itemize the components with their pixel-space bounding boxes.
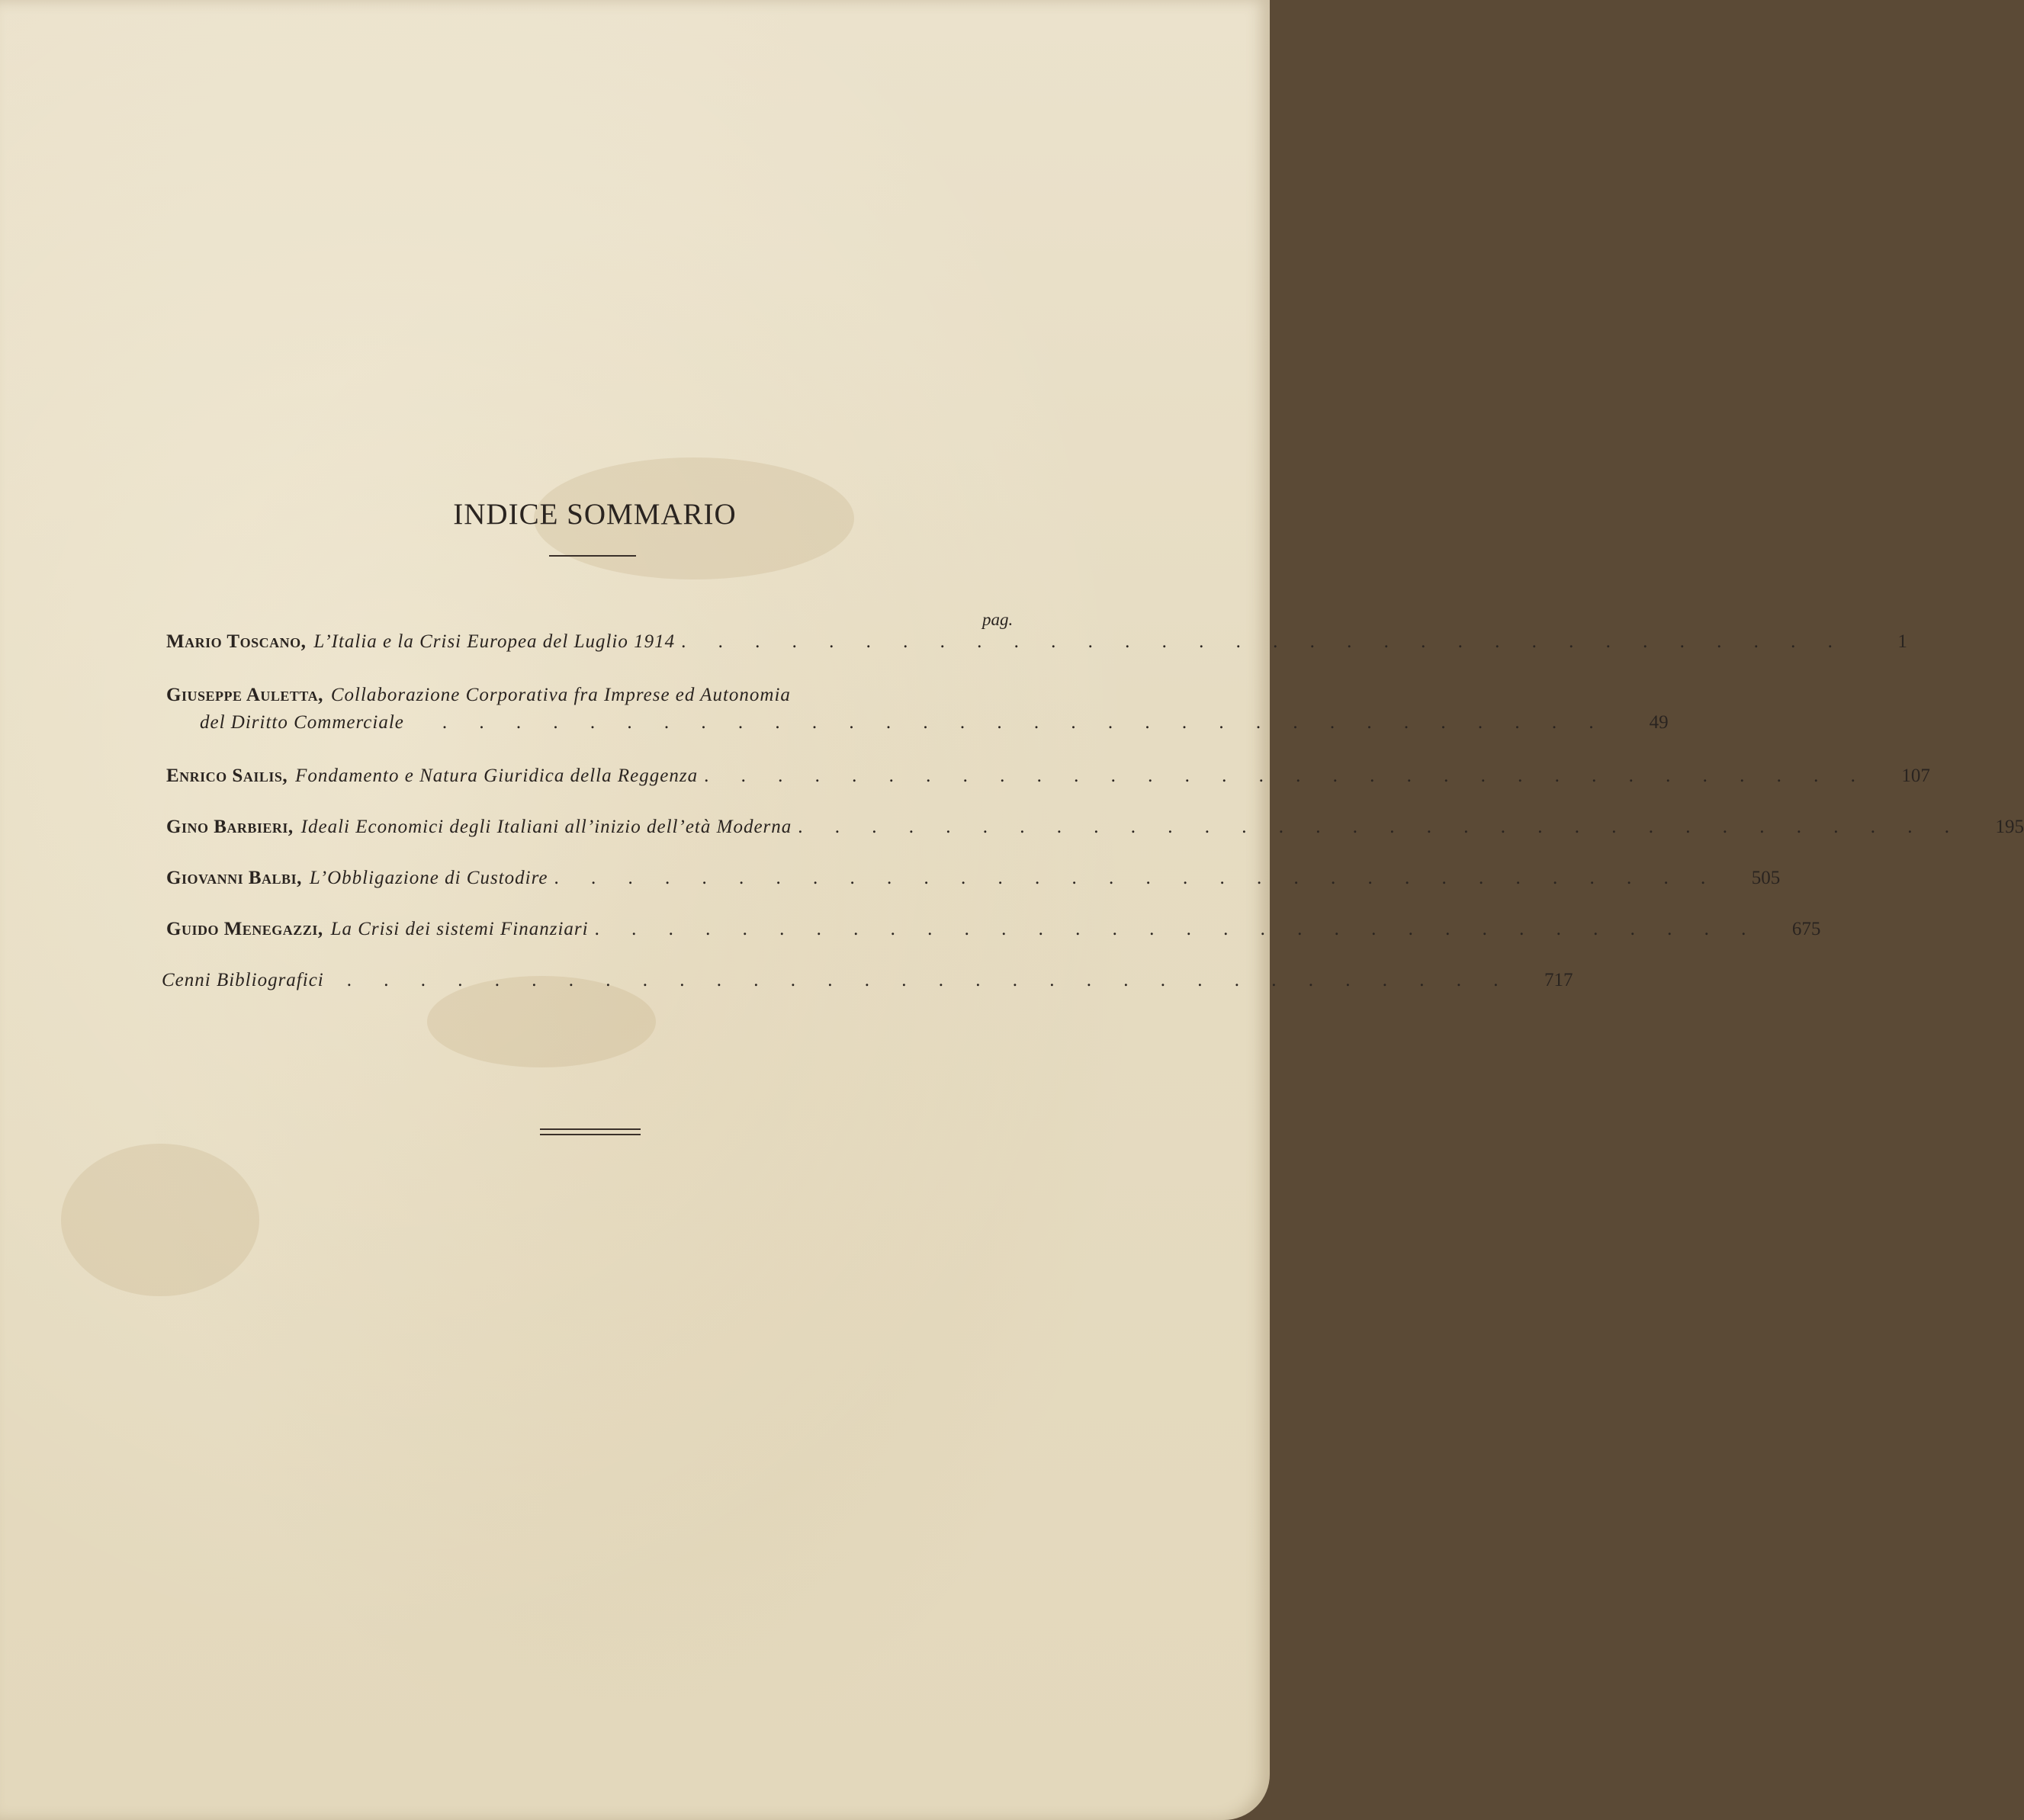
toc-leader-dots: . . . . . . . . . . . . . . . . . . . . . . . . . . . . . . . . xyxy=(681,631,1846,652)
toc-leader-dots: . . . . . . . . . . . . . . . . . . . . . . . . . . . . . . . . xyxy=(346,970,1512,990)
toc-title: Ideali Economici degli Italiani all’inizio dell’età Moderna xyxy=(300,817,792,837)
toc-title: La Crisi dei sistemi Finanziari xyxy=(330,919,589,939)
closing-rule xyxy=(540,1128,641,1130)
page-column-label: pag. xyxy=(982,610,1014,629)
toc-entry[interactable] xyxy=(166,817,2024,838)
toc-page-number: 49 xyxy=(1649,712,1669,733)
toc-entry[interactable] xyxy=(166,868,1781,889)
toc-page-number: 195 xyxy=(1995,817,2024,837)
toc-author: Giuseppe Auletta, xyxy=(166,685,323,705)
toc-title: Collaborazione Corporativa fra Imprese ed Autonomia xyxy=(330,685,791,705)
toc-title-continuation: del Diritto Commerciale xyxy=(200,712,404,733)
toc-entry[interactable] xyxy=(166,631,1907,653)
page-title: INDICE SOMMARIO xyxy=(453,498,737,531)
toc-author: Giovanni Balbi, xyxy=(166,868,302,888)
toc-page-number: 107 xyxy=(1901,766,1930,786)
toc-page-number: 675 xyxy=(1791,919,1821,939)
toc-leader-dots: . . . . . . . . . . . . . . . . . . . . . . . . . . . . . . . . xyxy=(704,766,1869,786)
toc-entry[interactable] xyxy=(166,766,1930,787)
toc-author: Mario Toscano, xyxy=(166,631,307,652)
toc-entry[interactable] xyxy=(166,919,1821,940)
toc-page-number: 505 xyxy=(1751,868,1781,888)
toc-title: L’Italia e la Crisi Europea del Luglio 1914 xyxy=(313,631,676,652)
toc-leader-dots: . . . . . . . . . . . . . . . . . . . . . . . . . . . . . . . . xyxy=(554,868,1720,888)
toc-author: Enrico Sailis, xyxy=(166,766,288,786)
toc-leader-dots: . . . . . . . . . . . . . . . . . . . . . . . . . . . . . . . . xyxy=(798,817,1964,837)
toc-title: L’Obbligazione di Custodire xyxy=(309,868,548,888)
toc-leader-dots: . . . . . . . . . . . . . . . . . . . . . . . . . . . . . . . . xyxy=(594,919,1760,939)
toc-page-number: 717 xyxy=(1544,970,1573,990)
toc-page-number: 1 xyxy=(1897,631,1907,652)
closing-rule xyxy=(540,1134,641,1135)
paper-stain xyxy=(61,1144,259,1296)
toc-leader-dots: . . . . . . . . . . . . . . . . . . . . . . . . . . . . . . . . xyxy=(442,712,1608,733)
toc-entry[interactable] xyxy=(166,685,1020,706)
toc-entry[interactable] xyxy=(162,970,1573,991)
toc-author: Guido Menegazzi, xyxy=(166,919,323,939)
toc-entry-continuation[interactable] xyxy=(200,712,1669,733)
toc-author: Gino Barbieri, xyxy=(166,817,294,837)
toc-title: Fondamento e Natura Giuridica della Reggenza xyxy=(295,766,699,786)
toc-title: Cenni Bibliografici xyxy=(162,970,324,990)
title-rule xyxy=(549,555,636,557)
